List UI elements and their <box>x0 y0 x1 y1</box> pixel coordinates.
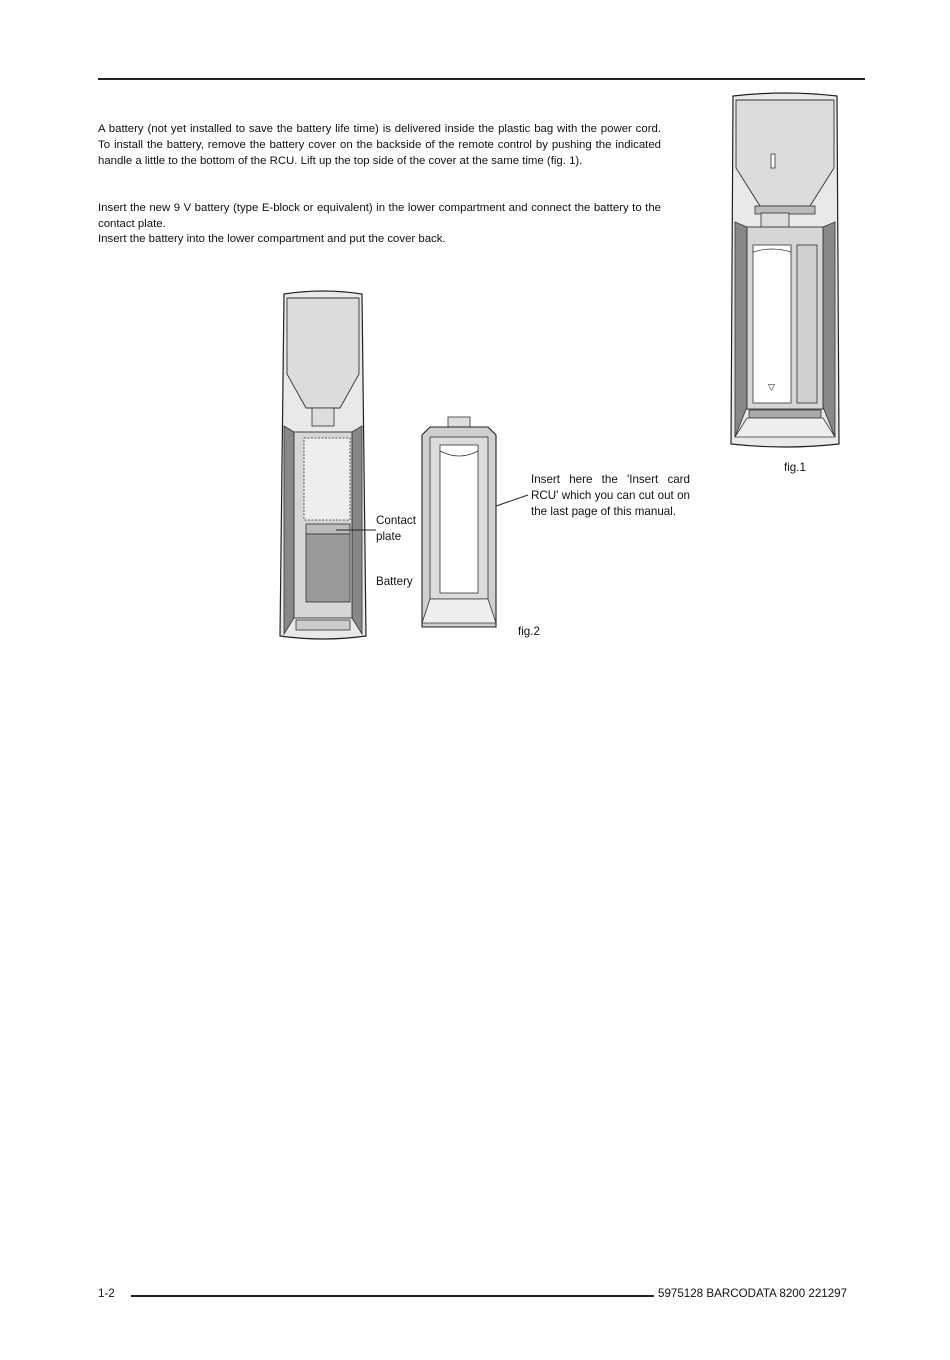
insert-battery-paragraph: Insert the new 9 V battery (type E-block or equivalent) in the lower compartment and connect the battery to the contact plate. <box>98 202 661 230</box>
battery-label: Battery <box>376 575 413 588</box>
contact-plate-label: Contact plate <box>376 514 416 543</box>
intro-paragraph: A battery (not yet installed to save the battery life time) is delivered inside the plastic bag with the power cord. To install the battery, remove the battery cover on the backside of the remote control by pushing the indicated handle a little to the bottom of the RCU. Lift up the top side of the cover at the same time (fig. 1). <box>98 123 661 167</box>
insert-card-label: Insert here the 'Insert card RCU' which you can cut out on the last page of this manual. <box>531 473 690 518</box>
footer-rule <box>131 1295 654 1297</box>
fig1-caption: fig.1 <box>784 461 806 474</box>
fig1-arrow-mark: ▽ <box>768 382 775 392</box>
fig1-remote-illustration <box>725 92 845 454</box>
fig2-caption: fig.2 <box>518 625 540 638</box>
header-rule <box>98 78 865 80</box>
page-number: 1-2 <box>98 1287 115 1300</box>
cover-back-paragraph: Insert the battery into the lower compartment and put the cover back. <box>98 233 446 245</box>
document-reference: 5975128 BARCODATA 8200 221297 <box>658 1287 848 1300</box>
